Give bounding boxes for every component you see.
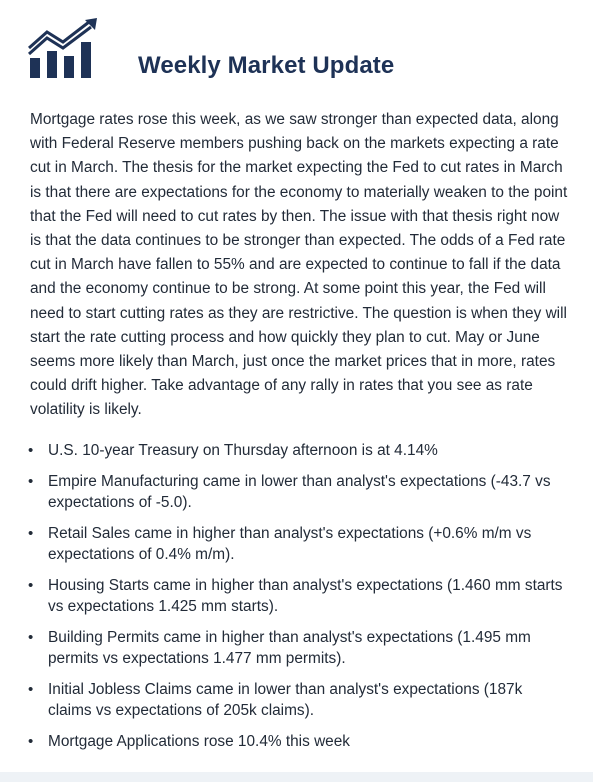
intro-paragraph: Mortgage rates rose this week, as we saw stronger than expected data, along with Federal Reserve members pushing back on the markets expecting a rate cut in March. The thesis for the market expecting the Fed to cut rates in March is that there are expectations for the economy to materially weaken to the point that the Fed will need to cut rates by then. The issue with that thesis right now is that the data continues to be stronger than expected. The odds of a Fed rate cut in March have fallen to 55% and are expected to continue to fall if the data and the economy continue to be strong. At some point this year, the Fed will need to start cutting rates as they are restrictive. The question is when they will start the rate cutting process and how quickly they plan to cut. May or June seems more likely than March, just once the market prices that in more, rates could drift higher. Take advantage of any rally in rates that you see as rate volatility is likely.	[30, 111, 568, 419]
list-item	[28, 627, 568, 669]
header	[27, 18, 567, 82]
highlights-list	[28, 440, 568, 762]
bullet-icon: •	[28, 473, 34, 490]
bullet-icon: •	[28, 733, 34, 750]
bottom-divider	[0, 772, 593, 782]
bullet-icon: •	[28, 577, 34, 594]
list-item-text: Building Permits came in higher than analyst's expectations (1.495 mm permits vs expectations 1.477 mm permits).	[48, 629, 531, 667]
list-item	[28, 471, 568, 513]
list-item	[28, 523, 568, 565]
list-item-text: U.S. 10-year Treasury on Thursday afternoon is at 4.14%	[48, 442, 438, 459]
list-item	[28, 575, 568, 617]
bullet-icon: •	[28, 442, 34, 459]
growth-chart-icon	[27, 18, 99, 80]
bullet-icon: •	[28, 629, 34, 646]
list-item-text: Retail Sales came in higher than analyst's expectations (+0.6% m/m vs expectations of 0.4% m/m).	[48, 525, 532, 563]
bullet-icon: •	[28, 525, 34, 542]
bullet-icon: •	[28, 681, 34, 698]
list-item	[28, 440, 568, 461]
list-item-text: Empire Manufacturing came in lower than analyst's expectations (-43.7 vs expectations of -5.0).	[48, 473, 551, 511]
list-item-text: Mortgage Applications rose 10.4% this week	[48, 733, 350, 750]
list-item	[28, 679, 568, 721]
page-title: Weekly Market Update	[138, 52, 395, 79]
list-item-text: Initial Jobless Claims came in lower than analyst's expectations (187k claims vs expectations of 205k claims).	[48, 681, 523, 719]
list-item	[28, 731, 568, 752]
list-item-text: Housing Starts came in higher than analyst's expectations (1.460 mm starts vs expectations 1.425 mm starts).	[48, 577, 563, 615]
